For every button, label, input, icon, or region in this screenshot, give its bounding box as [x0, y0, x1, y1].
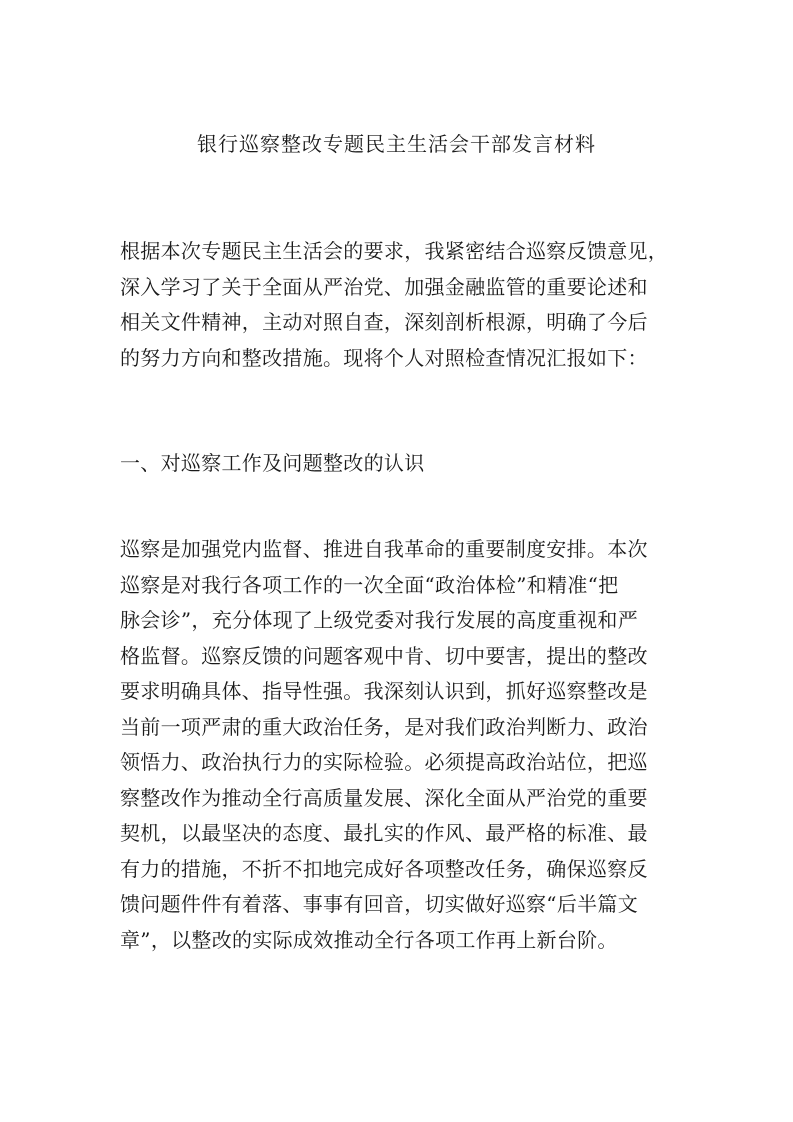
- text-line: 格监督。巡察反馈的问题客观中肯、切中要害，提出的整改: [120, 643, 648, 668]
- text-line: 要求明确具体、指导性强。我深刻认识到，抓好巡察整改是: [120, 679, 648, 703]
- section-heading: [120, 446, 680, 482]
- text-line: 章”，以整改的实际成效推动全行各项工作再上新台阶。: [120, 927, 618, 952]
- text-line: 根据本次专题民主生活会的要求，我紧密结合巡察反馈意见，: [120, 239, 669, 263]
- text-line: 巡察是加强党内监督、推进自我革命的重要制度安排。本次: [120, 537, 648, 561]
- text-line: 察整改作为推动全行高质量发展、深化全面从严治党的重要: [120, 785, 648, 810]
- text-line: 深入学习了关于全面从严治党、加强金融监管的重要论述和: [120, 274, 648, 299]
- intro-paragraph: [120, 234, 680, 376]
- text-line: 脉会诊”，充分体现了上级党委对我行发展的高度重视和严: [120, 608, 639, 632]
- text-line: 有力的措施，不折不扣地完成好各项整改任务，确保巡察反: [120, 856, 648, 881]
- text-line: 相关文件精神，主动对照自查，深刻剖析根源，明确了今后: [120, 310, 648, 334]
- section-heading-text: 一、对巡察工作及问题整改的认识: [120, 451, 425, 475]
- text-line: 契机，以最坚决的态度、最扎实的作风、最严格的标准、最: [120, 821, 648, 845]
- text-line: 领悟力、政治执行力的实际检验。必须提高政治站位，把巡: [120, 750, 648, 774]
- text-line: 的努力方向和整改措施。现将个人对照检查情况汇报如下：: [120, 345, 648, 370]
- document-title: 银行巡察整改专题民主生活会干部发言材料: [197, 132, 596, 156]
- text-line: 巡察是对我行各项工作的一次全面“政治体检”和精准“把: [120, 572, 619, 597]
- text-line: 馈问题件件有着落、事事有回音，切实做好巡察“后半篇文: [120, 892, 639, 916]
- text-line: 当前一项严肃的重大政治任务，是对我们政治判断力、政治: [120, 714, 648, 739]
- body-paragraph: [120, 532, 680, 958]
